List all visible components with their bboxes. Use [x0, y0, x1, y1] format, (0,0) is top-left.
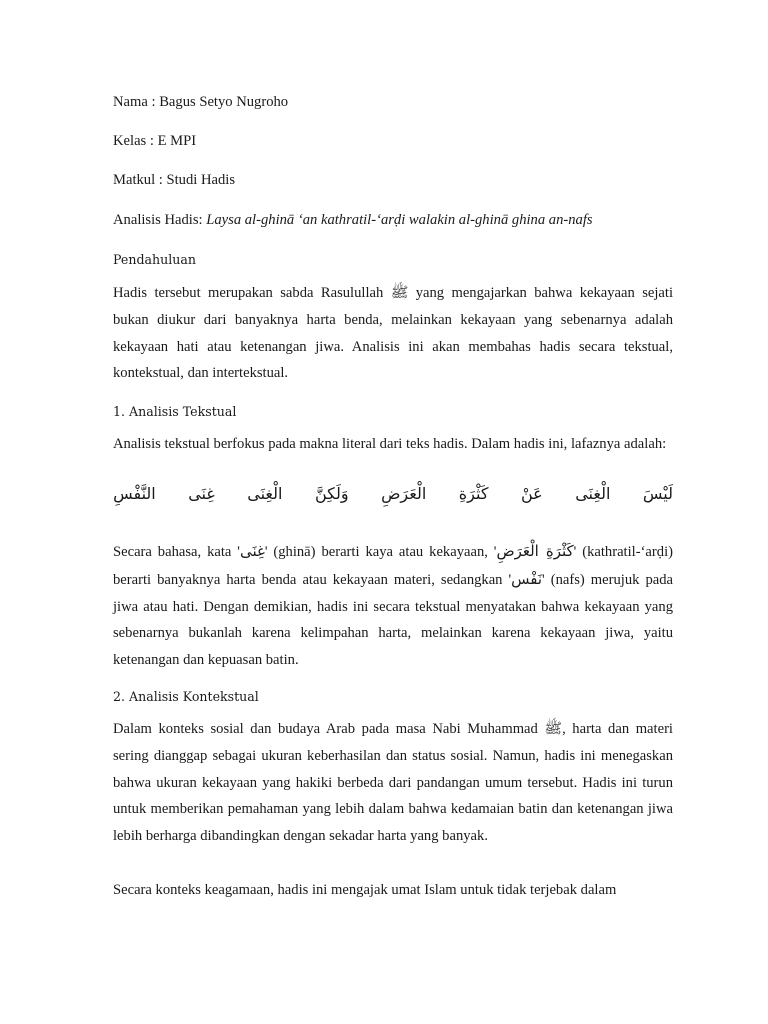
arabic-word: غِنَى [188, 484, 215, 503]
paragraph-tekstual-intro: Analisis tekstual berfokus pada makna literal dari teks hadis. Dalam hadis ini, lafaznya adalah: [113, 436, 667, 452]
paragraph-pendahuluan: Hadis tersebut merupakan sabda Rasulullah ﷺ yang mengajarkan bahwa kekayaan sejati bukan diukur dari banyaknya harta benda, melainkan kekayaan yang sebenarnya adalah kekayaan hati atau ketenangan jiwa. Analisis ini akan membahas hadis secara tekstual, kontekstual, dan intertekstual. [113, 285, 673, 382]
arabic-word: الْغِنَى [247, 484, 283, 503]
paragraph-kontekstual-2: Secara konteks keagamaan, hadis ini mengajak umat Islam untuk tidak terjebak dalam [113, 882, 617, 898]
heading-analisis-tekstual: 1. Analisis Tekstual [113, 404, 237, 419]
analysis-title [113, 212, 593, 229]
hadith-arabic-text [113, 484, 673, 503]
arabic-term-ghina: غِنَى [239, 542, 265, 560]
arabic-word: الْغِنَى [575, 484, 611, 503]
analysis-title-prefix: Analisis Hadis: [113, 212, 207, 228]
text-run: ' (ghinā) berarti kaya atau kekayaan, ' [264, 544, 497, 560]
student-name: Nama : Bagus Setyo Nugroho [113, 94, 289, 110]
text-run: ' (kathratil-‘arḍi) berarti banyaknya harta benda atau kekayaan materi, sedangkan ' [113, 544, 673, 588]
heading-analisis-kontekstual: 2. Analisis Kontekstual [113, 689, 259, 704]
arabic-word: الْعَرَضِ [381, 484, 427, 503]
heading-pendahuluan: Pendahuluan [113, 252, 197, 267]
analysis-title-hadith: Laysa al-ghinā ‘an kathratil-‘arḍi walakin al-ghinā ghina an-nafs [206, 212, 593, 228]
arabic-word: وَلَكِنَّ [314, 484, 349, 503]
arabic-word: كَثْرَةِ [458, 484, 489, 503]
arabic-word: النَّفْسِ [113, 484, 156, 503]
arabic-word: لَيْسَ [642, 484, 673, 503]
paragraph-tekstual-meaning [113, 538, 673, 674]
paragraph-kontekstual-1: Dalam konteks sosial dan budaya Arab pada masa Nabi Muhammad ﷺ, harta dan materi sering dianggap sebagai ukuran keberhasilan dan status sosial. Namun, hadis ini menegaskan bahwa ukuran kekayaan yang hakiki berbeda dari pandangan umum tersebut. Hadis ini turun untuk memberikan pemahaman yang lebih dalam bahwa kedamaian batin dan ketenangan jiwa lebih berharga dibandingkan dengan sekadar harta yang banyak. [113, 721, 673, 845]
arabic-term-nafs: نَفْس [511, 569, 543, 588]
arabic-term-kathratil-ardi: كَثْرَةِ الْعَرَضِ [496, 542, 574, 560]
course-name: Matkul : Studi Hadis [113, 172, 236, 188]
student-class: Kelas : E MPI [113, 133, 197, 149]
arabic-word: عَنْ [520, 484, 543, 503]
text-run: Secara bahasa, kata ' [113, 544, 240, 560]
text-run: ' (nafs) merujuk pada jiwa atau hati. Dengan demikian, hadis ini secara tekstual menyatakan bahwa kekayaan yang sebenarnya bukanlah karena kelimpahan harta, melainkan karena kekayaan jiwa, yaitu ketenangan dan kepuasan batin. [113, 571, 674, 669]
